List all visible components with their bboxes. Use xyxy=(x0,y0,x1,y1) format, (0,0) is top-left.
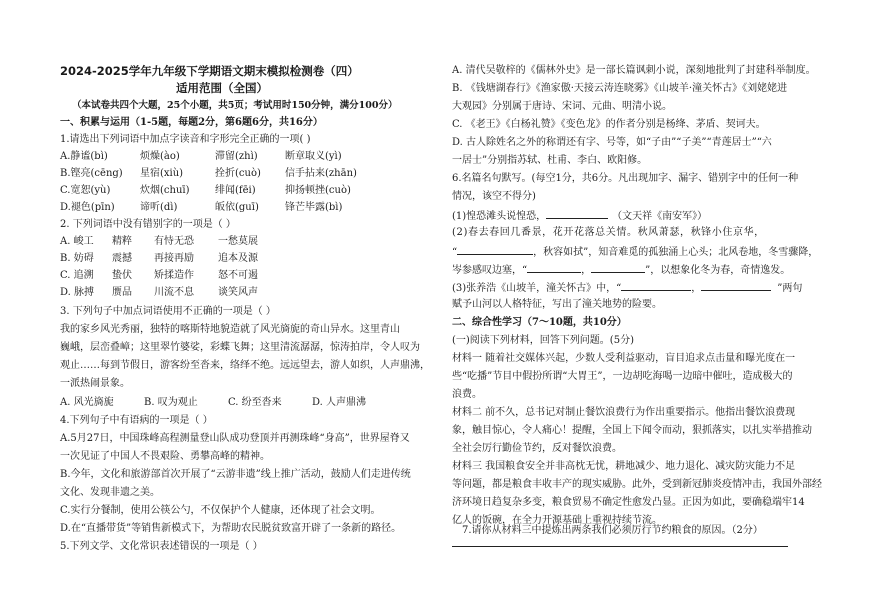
q6-stem: 6.名篇名句默写。(每空1分，共6分。凡出现加字、漏字、错别字中的任何一种 xyxy=(452,173,799,184)
text: ”两句 xyxy=(777,283,803,294)
option-word: 蛰伏 xyxy=(112,270,132,281)
text: ， xyxy=(581,265,592,276)
option-word: D. 脉搏 xyxy=(60,287,95,298)
material-line: 全社会厉行勤俭节约，反对餐饮浪费。 xyxy=(452,443,622,454)
material-line: 材料三 我国粮食安全并非高枕无忧，耕地减少、地力退化、减灾防灾能力不足 xyxy=(452,461,796,472)
option-word: D.褪色(pīn) xyxy=(60,202,115,213)
option-word: 精粹 xyxy=(112,236,132,247)
answer-blank[interactable] xyxy=(591,263,645,273)
answer-line[interactable] xyxy=(452,546,788,547)
material-line: 济环境日趋复杂多变，粮食贸易不确定性愈发凸显。正因为如此，要确稳端牢14 xyxy=(452,497,805,508)
option-word: 抑扬顿挫(cuò) xyxy=(285,185,351,196)
text: ， xyxy=(691,283,702,294)
option-word: 烦燥(ào) xyxy=(140,151,180,162)
option-word: 有恃无恐 xyxy=(154,236,194,247)
q4-line: A.5月27日，中国珠峰高程测量登山队成功登顶并再测珠峰“身高”，世界屋脊又 xyxy=(60,433,410,444)
q5-line: 大观园》分别属于唐诗、宋词、元曲、明清小说。 xyxy=(452,101,672,112)
material-line: 材料二 前不久，总书记对制止餐饮浪费行为作出重要指示。他指出餐饮浪费现 xyxy=(452,407,796,418)
option-word: 绯闻(fēi) xyxy=(215,185,256,196)
q2-stem: 2. 下列词语中没有错别字的一项是（ ） xyxy=(60,219,236,230)
text: ”，以想象化冬为春，奇情逸发。 xyxy=(645,265,791,276)
option-word: 震撼 xyxy=(112,253,132,264)
text: “ xyxy=(452,247,458,258)
text: (3)张养浩《山坡羊，潼关怀古》中，“ xyxy=(452,283,622,294)
answer-blank[interactable] xyxy=(527,263,581,273)
q6-stem: 情况，该空不得分) xyxy=(452,191,536,202)
option-word: B.铿亮(cēng) xyxy=(60,168,123,179)
option-word: 矫揉造作 xyxy=(154,270,194,281)
option-word: 星宿(xiù) xyxy=(140,168,184,179)
exam-title: 2024-2025学年九年级下学期语文期末模拟检测卷（四） xyxy=(60,64,359,78)
option-word: 怒不可遏 xyxy=(218,270,258,281)
option-word: 追本及源 xyxy=(218,253,258,264)
text: （文天祥《南安军》） xyxy=(612,211,708,222)
q3-passage-line: 巍峨，层峦叠嶂；这里翠竹婆娑，彩蝶飞舞；这里清流潺潺，惊涛拍岸，令人叹为 xyxy=(60,342,420,353)
q4-stem: 4.下列句子中有语病的一项是（ ） xyxy=(60,415,213,426)
option-word: C. 追溯 xyxy=(60,270,94,281)
part-1-heading: (一)阅读下列材料，回答下列问题。(5分) xyxy=(452,335,634,346)
q6-item-2-line xyxy=(452,245,818,259)
text: (1)惶恐滩头说惶恐， xyxy=(452,211,547,222)
section-1-heading: 一、积累与运用（1-5题，每题2分，第6题6分，共16分） xyxy=(60,117,323,128)
q6-item-2-line: (2)春去春回几番景，花开花落总关情。秋风萧瑟，秋锋小住京华， xyxy=(452,227,765,238)
q4-line: 一次见证了中国人不畏艰险、勇攀高峰的精神。 xyxy=(60,451,270,462)
answer-blank[interactable] xyxy=(457,245,533,255)
option-word: 谛听(dì) xyxy=(140,202,178,213)
q3-passage-line: 观止……每到节假日，游客纷至沓来，络绎不绝。远远望去，游人如织，人声鼎沸， xyxy=(60,360,430,371)
q4-line: D.在“直播带货”等销售新模式下，为帮助农民脱贫致富开辟了一条新的路径。 xyxy=(60,523,402,534)
q5-line: C. 《老王》《白杨礼赞》《变色龙》的作者分别是杨绛、茅盾、契诃夫。 xyxy=(452,119,766,130)
q6-item-2-line xyxy=(452,263,790,277)
q5-line: B. 《钱塘湖春行》《渔家傲·天接云涛连晓雾》《山坡羊·潼关怀古》《刘姥姥进 xyxy=(452,83,788,94)
option-word: 信手拈来(zhān) xyxy=(285,168,357,179)
option-word: C. 纷至沓来 xyxy=(228,397,282,408)
material-line: 亿人的饭碗，在全力开源基础上重视持续节流。 xyxy=(452,515,662,526)
option-word: 皈依(guī) xyxy=(215,202,259,213)
q5-line: D. 古人除姓名之外的称谓还有字、号等，如“子由”“子美”“青莲居士”“六 xyxy=(452,137,772,148)
answer-blank[interactable] xyxy=(546,209,608,219)
q4-line: 文化、发现非遗之美。 xyxy=(60,487,160,498)
q6-item-3-line2: 赋予山河以人格特征，写出了潼关地势的险要。 xyxy=(452,299,662,310)
option-word: 断章取义(yì) xyxy=(285,151,342,162)
option-word: B. 叹为观止 xyxy=(144,397,198,408)
q6-item-1 xyxy=(452,209,707,223)
option-word: 滞留(zhì) xyxy=(215,151,258,162)
q4-line: B.今年，文化和旅游部首次开展了“云游非遗”线上推广活动，鼓励人们走进传统 xyxy=(60,469,411,480)
answer-blank[interactable] xyxy=(701,281,771,291)
material-line: 浪费。 xyxy=(452,389,482,400)
option-word: A.静谧(bì) xyxy=(60,151,108,162)
exam-subtitle: 适用范围（全国） xyxy=(176,81,268,95)
option-word: A. 峻工 xyxy=(60,236,94,247)
material-line: 象，触目惊心，令人痛心！提醒，全国上下闻令而动，狠抓落实，以扎实举措推动 xyxy=(452,425,812,436)
text: 岑参感叹边塞，“ xyxy=(452,265,528,276)
option-word: 拴折(cuò) xyxy=(215,168,261,179)
q3-passage-line: 我的家乡风光秀丽，独特的喀斯特地貌造就了风光旖旎的奇山异水。这里青山 xyxy=(60,324,400,335)
material-line: 些“吃播”节目中假扮所谓“大胃王”，一边胡吃海喝一边暗中催吐，造成极大的 xyxy=(452,371,793,382)
q4-line: C.实行分餐制，使用公筷公勺，不仅保护个人健康，还体现了社会文明。 xyxy=(60,505,381,516)
q6-item-3 xyxy=(452,281,802,295)
q1-stem: 1.请选出下列词语中加点字读音和字形完全正确的一项( ) xyxy=(60,134,311,145)
q5-stem: 5.下列文学、文化常识表述错误的一项是（ ） xyxy=(60,541,263,552)
q5-line: A. 清代吴敬梓的《儒林外史》是一部长篇讽刺小说，深刻地批判了封建科举制度。 xyxy=(452,65,816,76)
option-word: 一愁莫展 xyxy=(218,236,258,247)
option-word: 锋芒毕露(bì) xyxy=(285,202,343,213)
answer-blank[interactable] xyxy=(621,281,691,291)
option-word: C.宽恕(yù) xyxy=(60,185,111,196)
option-word: D. 人声鼎沸 xyxy=(312,397,367,408)
material-line: 等问题，都是粮食丰收丰产的现实威胁。此外，受到新冠肺炎疫情冲击，我国外部经 xyxy=(452,479,822,490)
q3-passage-line: 一派热闹景象。 xyxy=(60,378,130,389)
exam-note: （本试卷共四个大题，25个小题，共5页；考试用时150分钟，满分100分） xyxy=(72,100,398,111)
text: ，秋容如拭”，知音难觅的孤独涌上心头；北风卷地，冬雪骤降， xyxy=(533,247,819,258)
option-word: B. 妨碍 xyxy=(60,253,94,264)
option-word: 川流不息 xyxy=(154,287,194,298)
option-word: 谈笑风声 xyxy=(218,287,258,298)
q7-stem: 7.请你从材料三中提炼出两条我们必须厉行节约粮食的原因。（2分） xyxy=(462,525,763,536)
section-2-heading: 二、综合性学习（7～10题，共10分） xyxy=(452,317,627,328)
q3-stem: 3. 下列句子中加点词语使用不正确的一项是（ ） xyxy=(60,306,276,317)
q5-line: 一居士”分别指苏轼、杜甫、李白、欧阳修。 xyxy=(452,155,648,166)
option-word: 赝品 xyxy=(112,287,132,298)
option-word: A. 风光旖旎 xyxy=(60,397,114,408)
option-word: 炊烟(chuī) xyxy=(140,185,190,196)
material-line: 材料一 随着社交媒体兴起，少数人受利益驱动，盲目追求点击量和曝光度在一 xyxy=(452,353,796,364)
option-word: 再接再励 xyxy=(154,253,194,264)
